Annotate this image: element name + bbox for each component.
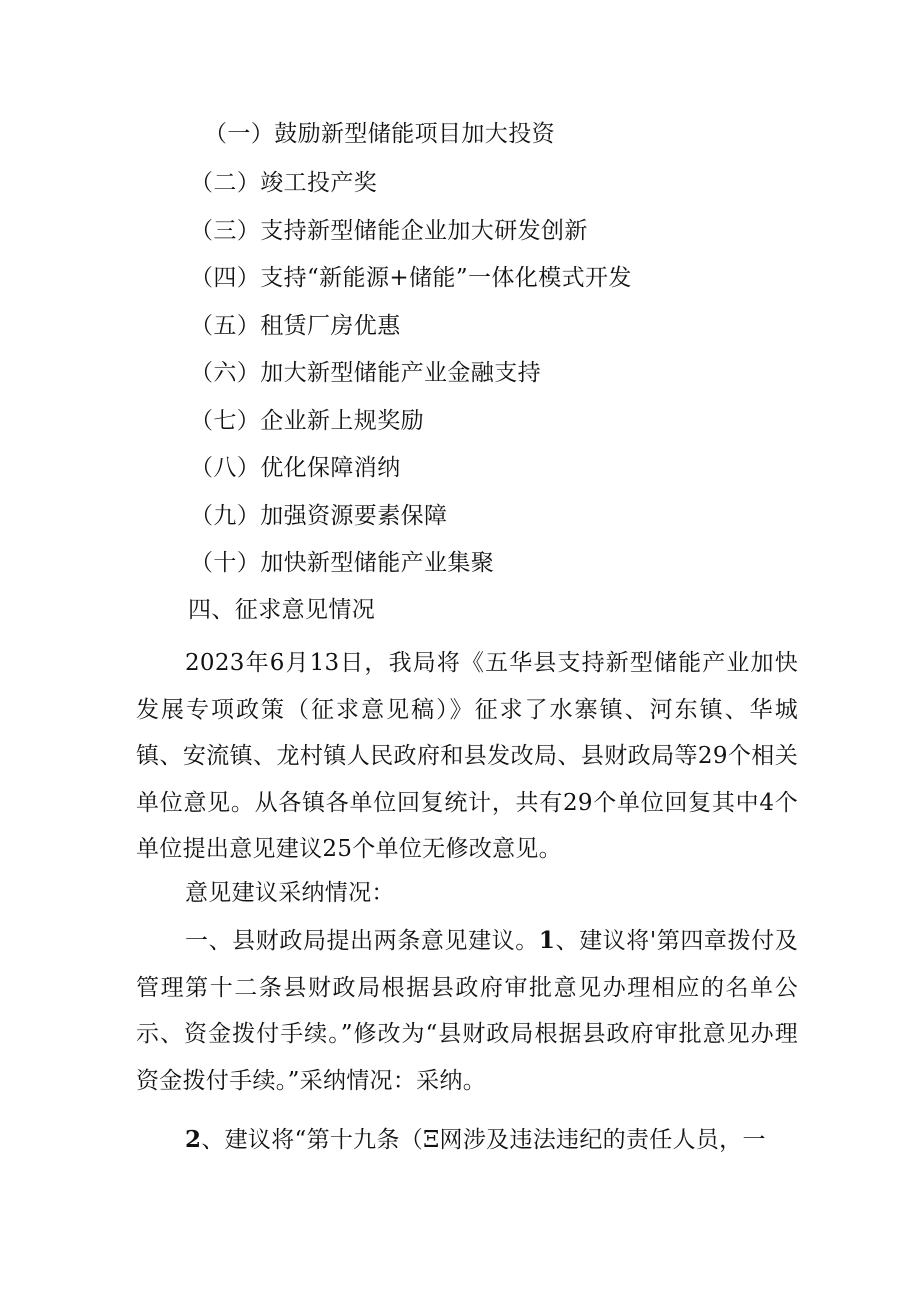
list-item: （六）加大新型储能产业金融支持 [190, 360, 541, 386]
list-item: （九）加强资源要素保障 [190, 502, 448, 529]
paragraph-text: 、建议将'第四章拨付及管理第十二条县财政局根据县政府审批意见办理相应的名单公示、资金拨付手续。”修改为“县财政局根据县政府审批意见办理资金拨付手续。”采纳情况：采纳。 [136, 928, 799, 1094]
list-item: （一）鼓励新型储能项目加大投资 [204, 121, 555, 147]
item-number: 1 [538, 927, 556, 954]
list-item: （四）支持“新能源+储能”一体化模式开发 [190, 265, 632, 291]
list-item: （十）加快新型储能产业集聚 [190, 550, 495, 576]
list-item: （二）竣工投产奖 [190, 170, 378, 196]
list-item: （八）优化保障消纳 [190, 455, 401, 481]
item-number: 2 [185, 1126, 202, 1153]
paragraph-lead: 一、县财政局提出两条意见建议。 [185, 928, 539, 954]
adoption-heading: 意见建议采纳情况： [185, 880, 395, 906]
consultation-paragraph: 2023年6月13日，我局将《五华县支持新型储能产业加快发展专项政策（征求意见稿）》征求了水寨镇、河东镇、华城镇、安流镇、龙村镇人民政府和县发改局、县财政局等29个相关单位意见。从各镇各单位回复统计，共有29个单位回复其中4个单位提出意见建议25个单位无修改意见。 [136, 650, 798, 862]
list-item: （五）租赁厂房优惠 [190, 312, 401, 339]
paragraph-text: 、建议将“第十九条（Ξ网涉及违法违纪的责任人员，一 [201, 1127, 766, 1153]
finance-suggestion-paragraph [136, 918, 798, 1104]
second-suggestion-paragraph [136, 1117, 798, 1164]
section-heading: 四、征求意见情况 [188, 597, 376, 623]
list-item: （七）企业新上规奖励 [190, 407, 424, 434]
policy-list [190, 108, 830, 588]
list-item: （三）支持新型储能企业加大研发创新 [190, 217, 588, 244]
